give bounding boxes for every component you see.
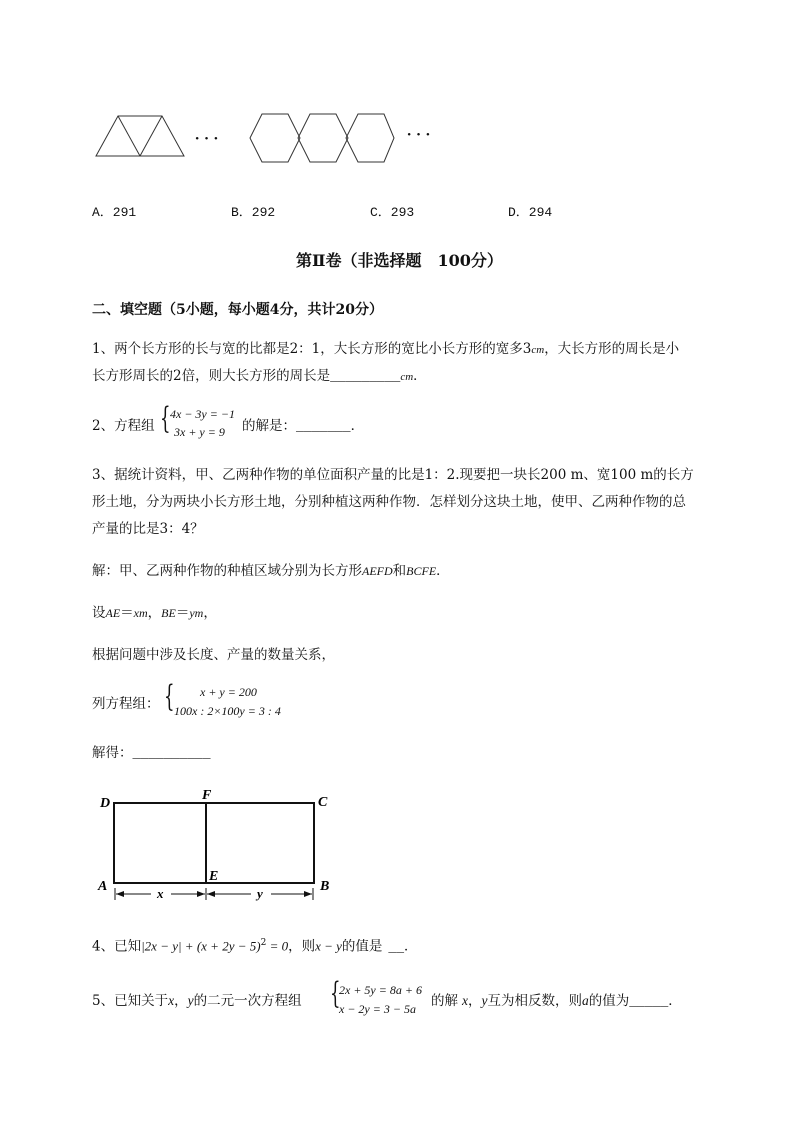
q3-line3: 产量的比是3：4？ [92, 521, 204, 537]
q1-text: 1、两个长方形的长与宽的比都是2：1，大长方形的宽比小长方形的宽多3 [92, 341, 532, 357]
ellipsis-left: ··· [194, 126, 223, 150]
q1-answer-blank: _________ [330, 369, 401, 384]
triangles-figure [94, 114, 186, 158]
q2-period: ． [350, 418, 365, 434]
q3-rect-aefd: AEFD [362, 564, 393, 578]
q5-prefix-line [92, 991, 302, 1011]
q3-solve-line [92, 743, 211, 764]
ellipsis-right: ··· [406, 122, 435, 146]
label-a: A [98, 879, 108, 894]
q3-sys-eq2: 100x : 2×100y = 3 : 4 [174, 704, 281, 718]
q5-y2: y [481, 993, 488, 1008]
label-y: y [257, 886, 263, 901]
q3-be: BE [161, 606, 176, 620]
q4-expression: |2x − y| + (x + 2y − 5) [141, 938, 261, 954]
q4-exponent: 2 [260, 938, 267, 948]
q3-rectangle-figure [94, 786, 340, 904]
q5-x: x [168, 993, 175, 1008]
q3-rect-bcfe: BCFE [406, 564, 437, 578]
label-e: E [209, 869, 219, 884]
q3-eq-sign: ＝ [120, 605, 134, 621]
section2-title: 二、填空题（5小题，每小题4分，共计20分） [92, 302, 383, 318]
q5-sep2: ， [468, 993, 482, 1009]
q5-after: 的解 [431, 993, 458, 1009]
hexagons-figure [248, 110, 396, 166]
arrow-head [116, 891, 124, 897]
q5-suffix: 的值为 [588, 993, 630, 1009]
q5-condition: 互为相反数，则 [487, 993, 582, 1009]
hexagon [250, 114, 300, 162]
arrow-head [304, 891, 312, 897]
arrow-head [207, 891, 215, 897]
part2-title: 第Ⅱ卷（非选择题 100分） [296, 251, 503, 270]
q4-answer-blank: __ [388, 939, 405, 955]
q1-text-2: 长方形周长的2倍，则大长方形的周长是 [92, 368, 331, 384]
q3-ae: AE [105, 606, 121, 620]
option-a: A．291 [92, 205, 137, 220]
q3-answer-blank: __________ [132, 746, 211, 761]
q3-xm: xm [133, 606, 148, 620]
q1-line2 [92, 366, 427, 387]
q2-eq1: 4x − 3y = −1 [170, 407, 235, 421]
q3-sol-text: 解：甲、乙两种作物的种植区域分别为长方形 [92, 563, 362, 579]
q4-suffix: 的值是 [341, 938, 383, 955]
q2-answer-blank: _______ [296, 419, 351, 434]
label-f: F [202, 788, 212, 803]
q3-solve-text: 解得： [92, 745, 133, 761]
triangle-edge [140, 116, 162, 156]
q5-brace: { [330, 976, 341, 1011]
q3-comma: ， [147, 605, 162, 621]
q5-prefix: 5、已知关于 [92, 993, 169, 1009]
q3-relation: 根据问题中涉及长度、产量的数量关系， [92, 647, 335, 663]
q1-text-end: ，大长方形的周长是小 [544, 341, 680, 357]
q5-sep: ， [174, 993, 188, 1009]
q2-brace: { [160, 401, 171, 436]
q5-suffix-line [431, 991, 682, 1012]
label-b: B [320, 879, 330, 894]
q1-line1 [92, 339, 679, 360]
q3-set-text: 设 [92, 605, 106, 621]
q2-suffix [242, 416, 364, 437]
q5-y: y [187, 993, 194, 1008]
arrow-head [197, 891, 205, 897]
q3-line1: 3、据统计资料，甲、乙两种作物的单位面积产量的比是1：2.现要把一块长200 m、宽100 m的长方 [92, 467, 694, 483]
hexagon [346, 114, 394, 162]
trapezoid-outline [96, 116, 184, 156]
label-x: x [157, 886, 164, 901]
q3-ym: ym [189, 606, 204, 620]
q3-brace: { [164, 679, 175, 714]
q1-unit-2: cm [400, 371, 414, 383]
q2-prefix: 2、方程组 [92, 418, 155, 434]
q4-mid: ，则 [288, 938, 316, 955]
q5-mid: 的二元一次方程组 [193, 993, 302, 1009]
option-b: B．292 [231, 205, 276, 220]
q3-sol-period: ． [436, 563, 450, 579]
q4-target: x − y [315, 938, 342, 954]
q5-x2: x [462, 993, 468, 1008]
option-d: D．294 [508, 205, 553, 220]
q3-eq-sign-2: ＝ [175, 605, 190, 621]
q3-set-comma: ， [203, 605, 217, 621]
q1-unit: cm [531, 344, 545, 356]
q3-set-line [92, 603, 217, 623]
q3-sys-eq1: x + y = 200 [200, 685, 257, 699]
q2-eq2: 3x + y = 9 [174, 425, 225, 439]
option-c: C．293 [370, 205, 415, 220]
q5-eq2: x − 2y = 3 − 5a [339, 1002, 416, 1016]
q3-list-prefix: 列方程组： [92, 696, 160, 712]
q4-expression-end: = 0 [266, 938, 289, 954]
q1-period: ． [413, 368, 427, 384]
triangle-edge [118, 116, 140, 156]
q5-period: ． [668, 993, 682, 1009]
q2-suffix-text: 的解是： [242, 418, 296, 434]
q5-a: a [582, 993, 589, 1008]
label-d: D [100, 796, 111, 811]
q3-and: 和 [392, 563, 407, 579]
q4-period: ． [404, 938, 418, 955]
q4-prefix: 4、已知 [92, 938, 142, 955]
q3-line2: 形土地，分为两块小长方形土地，分别种植这两种作物．怎样划分这块土地，使甲、乙两种作物的总 [92, 494, 686, 510]
q4-line [92, 933, 418, 958]
hexagon [298, 114, 348, 162]
label-c: C [318, 795, 328, 810]
q5-answer-blank: _____ [629, 994, 669, 1009]
q5-eq1: 2x + 5y = 8a + 6 [339, 983, 422, 997]
q3-solution-line [92, 561, 450, 581]
